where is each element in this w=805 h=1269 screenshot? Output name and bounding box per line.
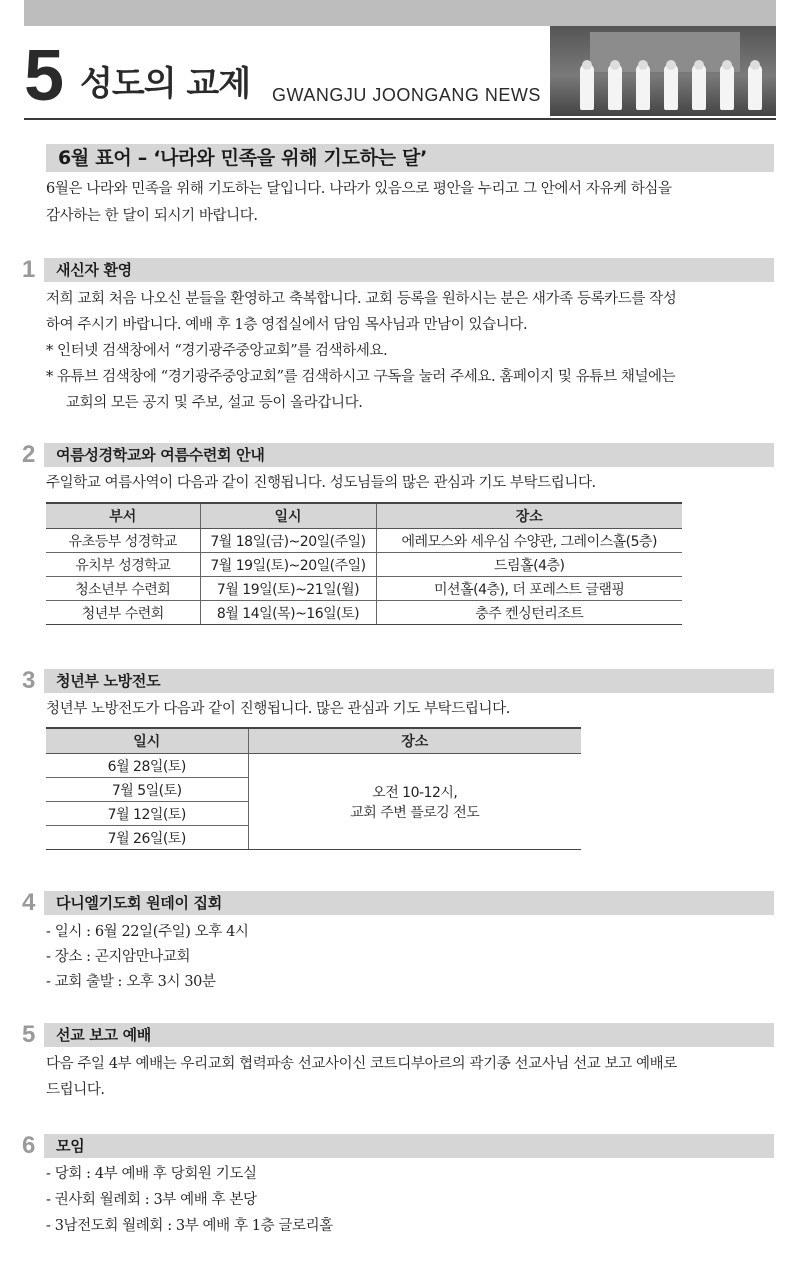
section-line: - 장소 : 곤지암만나교회 — [46, 949, 191, 965]
section-bar — [44, 443, 774, 467]
table-header: 일시 — [200, 503, 376, 529]
page-title: 성도의 교제 — [80, 64, 251, 104]
street-evangelism-table — [46, 727, 581, 850]
section-number: 1 — [22, 256, 36, 283]
photo-head — [638, 60, 648, 70]
theme-bar — [46, 144, 774, 172]
section-line: - 교회 출발 : 오후 3시 30분 — [46, 974, 216, 990]
section-bar — [44, 891, 774, 915]
table-cell: 청소년부 수련회 — [46, 577, 200, 601]
place-line: 오전 10-12시, — [372, 784, 458, 801]
table-cell: 7월 5일(토) — [46, 778, 248, 802]
table-cell: 드림홀(4층) — [376, 553, 682, 577]
section-title: 새신자 환영 — [56, 261, 132, 279]
table-row — [46, 601, 682, 625]
section-number: 3 — [22, 667, 36, 694]
photo-head — [722, 60, 732, 70]
section-bar — [44, 258, 774, 282]
table-header: 장소 — [248, 728, 581, 754]
table-cell: 7월 12일(토) — [46, 802, 248, 826]
section-line: * 인터넷 검색창에서 “경기광주중앙교회”를 검색하세요. — [46, 343, 388, 359]
photo-figure — [748, 64, 762, 110]
photo-head — [694, 60, 704, 70]
page-subtitle: GWANGJU JOONGANG NEWS — [272, 85, 541, 105]
theme-title: 6월 표어 – ‘나라와 민족을 위해 기도하는 달’ — [58, 147, 428, 169]
table-row — [46, 577, 682, 601]
table-cell: 7월 19일(토)~21일(월) — [200, 577, 376, 601]
table-row — [46, 553, 682, 577]
section-line: - 일시 : 6월 22일(주일) 오후 4시 — [46, 924, 249, 940]
table-cell: 미션홀(4층), 더 포레스트 글램핑 — [376, 577, 682, 601]
section-line: 저희 교회 처음 나오신 분들을 환영하고 축복합니다. 교회 등록을 원하시는 분은 새가족 등록카드를 작성 — [46, 291, 677, 307]
table-cell: 8월 14일(목)~16일(토) — [200, 601, 376, 625]
table-cell: 청년부 수련회 — [46, 601, 200, 625]
page-header — [24, 26, 776, 118]
section-line: 하여 주시기 바랍니다. 예배 후 1층 영접실에서 담임 목사님과 만남이 있습니다. — [46, 317, 528, 333]
table-cell: 유치부 성경학교 — [46, 553, 200, 577]
table-header: 부서 — [46, 503, 200, 529]
table-header: 장소 — [376, 503, 682, 529]
table-header-row — [46, 728, 581, 754]
section-title: 다니엘기도회 원데이 집회 — [56, 894, 222, 912]
header-photo — [550, 26, 776, 116]
photo-figure — [720, 64, 734, 110]
section-number: 4 — [22, 889, 36, 916]
section-line: 교회의 모든 공지 및 주보, 설교 등이 올라갑니다. — [66, 395, 363, 411]
theme-line: 6월은 나라와 민족을 위해 기도하는 달입니다. 나라가 있음으로 평안을 누리고 그 안에서 자유케 하심을 — [46, 181, 672, 197]
photo-figure — [608, 64, 622, 110]
section-title: 여름성경학교와 여름수련회 안내 — [56, 446, 265, 464]
section-bar — [44, 1023, 774, 1047]
section-number: 5 — [22, 1021, 36, 1048]
section-line: - 권사회 월례회 : 3부 예배 후 본당 — [46, 1192, 257, 1208]
theme-line: 감사하는 한 달이 되시기 바랍니다. — [46, 208, 258, 224]
summer-schedule-table — [46, 502, 682, 625]
section-line: - 3남전도회 월례회 : 3부 예배 후 1층 글로리홀 — [46, 1218, 333, 1234]
section-line: 청년부 노방전도가 다음과 같이 진행됩니다. 많은 관심과 기도 부탁드립니다. — [46, 701, 510, 717]
section-line: 주일학교 여름사역이 다음과 같이 진행됩니다. 성도님들의 많은 관심과 기도 부탁드립니다. — [46, 475, 596, 491]
page-number: 5 — [24, 36, 65, 116]
table-header-row — [46, 503, 682, 529]
photo-head — [610, 60, 620, 70]
section-title: 선교 보고 예배 — [56, 1026, 151, 1044]
table-cell: 에레모스와 세우심 수양관, 그레이스홀(5층) — [376, 529, 682, 553]
section-number: 2 — [22, 441, 36, 468]
photo-figure — [692, 64, 706, 110]
table-row — [46, 529, 682, 553]
section-title: 모임 — [56, 1137, 85, 1155]
top-bar — [24, 0, 776, 26]
table-header: 일시 — [46, 728, 248, 754]
section-line: 드립니다. — [46, 1082, 105, 1098]
section-title: 청년부 노방전도 — [56, 672, 161, 690]
photo-figure — [636, 64, 650, 110]
photo-figure — [664, 64, 678, 110]
table-cell: 7월 19일(토)~20일(주일) — [200, 553, 376, 577]
table-cell: 7월 26일(토) — [46, 826, 248, 850]
table-cell-place — [248, 754, 581, 850]
section-line: 다음 주일 4부 예배는 우리교회 협력파송 선교사이신 코트디부아르의 곽기종 선교사님 선교 보고 예배로 — [46, 1056, 677, 1072]
section-line: - 당회 : 4부 예배 후 당회원 기도실 — [46, 1166, 257, 1182]
section-bar — [44, 669, 774, 693]
header-rule — [24, 118, 776, 120]
section-line: * 유튜브 검색창에 “경기광주중앙교회”를 검색하시고 구독을 눌러 주세요. 홈페이지 및 유튜브 채널에는 — [46, 369, 676, 385]
photo-head — [750, 60, 760, 70]
photo-head — [666, 60, 676, 70]
table-cell: 충주 켄싱턴리조트 — [376, 601, 682, 625]
table-cell: 유초등부 성경학교 — [46, 529, 200, 553]
place-line: 교회 주변 플로깅 전도 — [350, 804, 480, 821]
table-cell: 6월 28일(토) — [46, 754, 248, 778]
table-row — [46, 754, 581, 778]
table-cell: 7월 18일(금)~20일(주일) — [200, 529, 376, 553]
photo-head — [582, 60, 592, 70]
section-bar — [44, 1134, 774, 1158]
photo-figure — [580, 64, 594, 110]
section-number: 6 — [22, 1132, 36, 1159]
